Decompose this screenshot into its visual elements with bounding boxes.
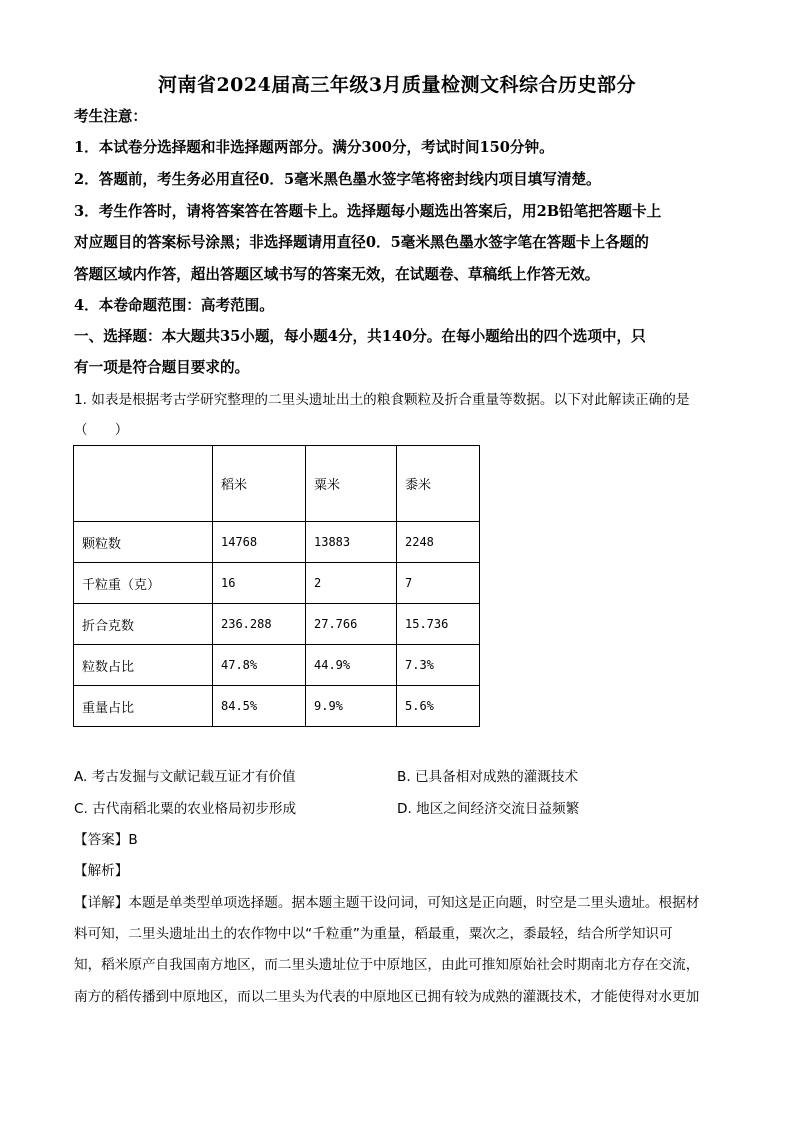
analysis-label: 【解析】 xyxy=(74,863,129,879)
grain-data-table xyxy=(73,445,480,727)
option-b: B. 已具备相对成熟的灌溉技术 xyxy=(397,769,579,785)
detail-line-4: 南方的稻传播到中原地区，而以二里头为代表的中原地区已拥有较为成熟的灌溉技术，才能使得对水更加 xyxy=(74,989,700,1005)
option-d: D. 地区之间经济交流日益频繁 xyxy=(397,801,580,817)
table-row-label: 折合克数 xyxy=(74,604,213,645)
table-cell: 44.9% xyxy=(306,645,397,686)
table-cell: 14768 xyxy=(213,522,306,563)
table-header-cell: 粟米 xyxy=(306,446,397,522)
notice-item-4: 4．本卷命题范围：高考范围。 xyxy=(74,297,274,314)
option-a: A. 考古发掘与文献记载互证才有价值 xyxy=(74,769,296,785)
notice-item-3-cont-1: 对应题目的答案标号涂黑；非选择题请用直径0．5毫米黑色墨水签字笔在答题卡上各题的 xyxy=(74,234,649,251)
table-row-label: 颗粒数 xyxy=(74,522,213,563)
detail-line-2: 料可知，二里头遗址出土的农作物中以“千粒重”为重量，稻最重，粟次之，黍最轻，结合所学知识可 xyxy=(74,926,673,942)
table-row-label: 千粒重（克） xyxy=(74,563,213,604)
notice-heading: 考生注意： xyxy=(74,108,147,125)
table-cell: 27.766 xyxy=(306,604,397,645)
table-cell: 13883 xyxy=(306,522,397,563)
question-stem: 1. 如表是根据考古学研究整理的二里头遗址出土的粮食颗粒及折合重量等数据。以下对此解读正确的是 xyxy=(74,392,690,408)
table-header-cell: 稻米 xyxy=(213,446,306,522)
option-c: C. 古代南稻北粟的农业格局初步形成 xyxy=(74,801,297,817)
table-row xyxy=(74,604,480,645)
table-header-cell: 黍米 xyxy=(397,446,480,522)
table-cell: 2 xyxy=(306,563,397,604)
detail-line-1: 【详解】本题是单类型单项选择题。据本题主题干设问词，可知这是正向题，时空是二里头遗址。根据材 xyxy=(74,895,700,911)
table-cell: 15.736 xyxy=(397,604,480,645)
table-row-label: 粒数占比 xyxy=(74,645,213,686)
table-cell: 9.9% xyxy=(306,686,397,727)
table-cell: 7.3% xyxy=(397,645,480,686)
table-header-cell xyxy=(74,446,213,522)
table-cell: 84.5% xyxy=(213,686,306,727)
notice-item-1: 1．本试卷分选择题和非选择题两部分。满分300分，考试时间150分钟。 xyxy=(74,139,554,156)
table-cell: 2248 xyxy=(397,522,480,563)
notice-item-3: 3．考生作答时，请将答案答在答题卡上。选择题每小题选出答案后，用2B铅笔把答题卡上 xyxy=(74,203,662,220)
detail-line-3: 知，稻米原产自我国南方地区，而二里头遗址位于中原地区，由此可推知原始社会时期南北方存在交流， xyxy=(74,957,700,973)
table-cell: 47.8% xyxy=(213,645,306,686)
table-row-label: 重量占比 xyxy=(74,686,213,727)
notice-item-2: 2．答题前，考生务必用直径0．5毫米黑色墨水签字笔将密封线内项目填写清楚。 xyxy=(74,171,601,188)
table-row xyxy=(74,645,480,686)
table-row xyxy=(74,686,480,727)
section-heading-line-1: 一、选择题：本大题共35小题，每小题4分，共140分。在每小题给出的四个选项中，只 xyxy=(74,328,646,345)
table-cell: 7 xyxy=(397,563,480,604)
question-stem-bracket: （ ） xyxy=(74,422,129,438)
section-heading-line-2: 有一项是符合题目要求的。 xyxy=(74,359,250,376)
table-row xyxy=(74,522,480,563)
table-cell: 16 xyxy=(213,563,306,604)
notice-item-3-cont-2: 答题区域内作答，超出答题区域书写的答案无效，在试题卷、草稿纸上作答无效。 xyxy=(74,266,600,283)
table-cell: 236.288 xyxy=(213,604,306,645)
answer-label: 【答案】B xyxy=(74,832,138,848)
table-row xyxy=(74,563,480,604)
page-title: 河南省2024届高三年级3月质量检测文科综合历史部分 xyxy=(157,74,637,96)
table-cell: 5.6% xyxy=(397,686,480,727)
table-header-row xyxy=(74,446,480,522)
